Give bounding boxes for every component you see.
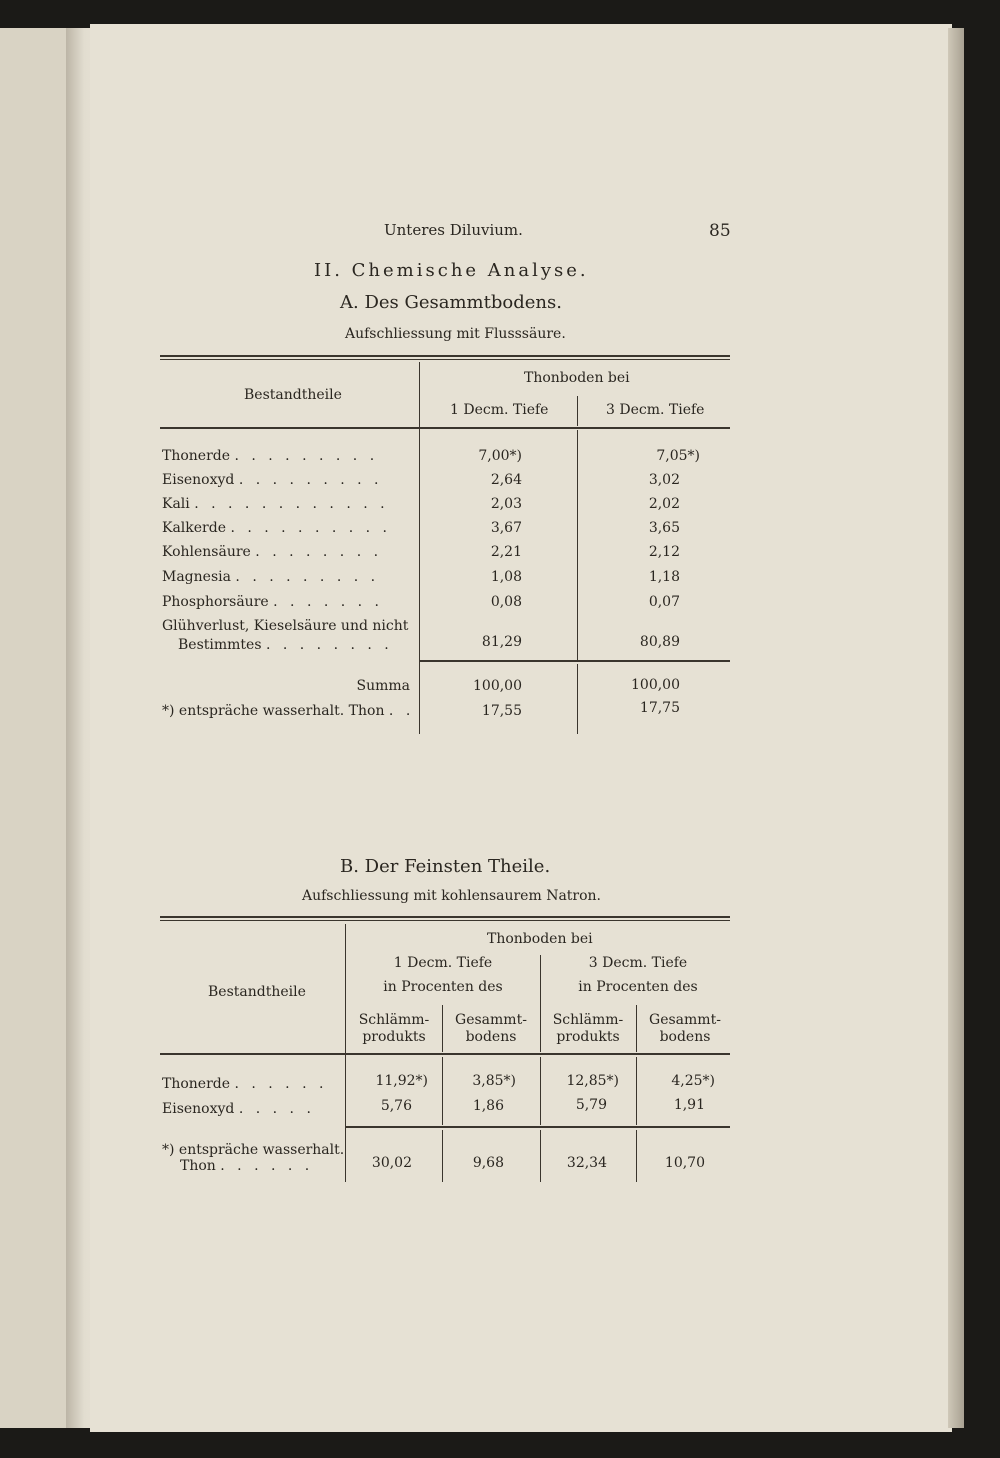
row-label: Eisenoxyd — [162, 1101, 235, 1117]
table-b-footnote-rule — [345, 1126, 730, 1128]
row-label: Phosphorsäure — [162, 594, 269, 610]
table-a-vline-2-body — [577, 430, 578, 660]
leader-dots: . . . . . . . — [273, 594, 383, 610]
table-b-vline-2-body — [540, 1057, 541, 1125]
footnote-label-line1: *) entspräche wasserhalt. — [162, 1142, 345, 1158]
cell-value: 1,18 — [648, 569, 680, 585]
subsection-b-title: B. Der Feinsten Theile. — [340, 856, 551, 877]
left-page-edge — [0, 28, 68, 1428]
table-b-group-2-line1: 3 Decm. Tiefe — [588, 955, 688, 971]
table-a-vline-2-sum — [577, 664, 578, 734]
leader-dots: . . . . . . . . . . — [230, 520, 392, 536]
leader-dots: . . . . . . . . — [255, 544, 383, 560]
cell-value: 9,68 — [472, 1155, 504, 1171]
subsection-a-subtitle: Aufschliessung mit Flusssäure. — [345, 326, 566, 342]
row-label: Kali — [162, 496, 190, 512]
cell-value: 0,07 — [648, 594, 680, 610]
table-b-group-1-line2: in Procenten des — [383, 979, 503, 995]
table-b-group-2-line2: in Procenten des — [578, 979, 698, 995]
cell-value: 17,55 — [481, 703, 522, 719]
table-b-vline-2-head — [540, 955, 541, 1052]
cell-value: 32,34 — [566, 1155, 607, 1171]
leader-dots: . . . . . — [238, 1101, 315, 1117]
cell-value: 4,25*) — [671, 1073, 715, 1089]
row-label: Kohlensäure — [162, 544, 251, 560]
cell-value: 2,21 — [490, 544, 522, 560]
table-b-group-1-line1: 1 Decm. Tiefe — [393, 955, 493, 971]
cell-value: 2,12 — [648, 544, 680, 560]
table-b-vline-sub-1-head — [442, 1005, 443, 1052]
cell-value: 3,02 — [648, 472, 680, 488]
table-b-sub-header-2-line1: Gesammt- — [455, 1012, 527, 1028]
cell-value: 81,29 — [481, 634, 522, 650]
table-b-vline-sub-2-body — [636, 1057, 637, 1125]
running-title: Unteres Diluvium. — [384, 221, 523, 239]
leader-dots: . . . . . . . . . . . . — [194, 496, 389, 512]
table-a-top-rule — [160, 355, 730, 357]
cell-value: 11,92*) — [375, 1073, 428, 1089]
subsection-b-subtitle: Aufschliessung mit kohlensaurem Natron. — [302, 888, 602, 904]
cell-value: 1,91 — [673, 1097, 705, 1113]
table-a-col-1-header: 1 Decm. Tiefe — [450, 402, 549, 418]
table-a-col-2-header: 3 Decm. Tiefe — [606, 402, 705, 418]
cell-value: 5,76 — [380, 1098, 412, 1114]
table-b-top-rule — [160, 916, 730, 918]
cell-value: 17,75 — [639, 700, 680, 716]
cell-value: 1,08 — [490, 569, 522, 585]
leader-dots: . . . . . . . . . — [235, 569, 380, 585]
row-label: Eisenoxyd — [162, 472, 235, 488]
row-label: Magnesia — [162, 569, 231, 585]
cell-value: 2,03 — [490, 496, 522, 512]
footnote-label: *) entspräche wasserhalt. Thon — [162, 703, 385, 719]
cell-value: 0,08 — [490, 594, 522, 610]
table-a-header-rule — [160, 427, 730, 429]
book-gutter — [66, 28, 92, 1428]
table-b-sub-header-4-line2: bodens — [659, 1029, 711, 1045]
cell-value: 5,79 — [575, 1097, 607, 1113]
table-b-vline-2-foot — [540, 1130, 541, 1182]
leader-dots: . . . . . . . . . — [238, 472, 383, 488]
table-b-vline-sub-2-foot — [636, 1130, 637, 1182]
cell-value: 1,86 — [472, 1098, 504, 1114]
row-label: Thonerde — [162, 1076, 231, 1092]
table-b-sub-header-3-line2: produkts — [556, 1029, 620, 1045]
cell-value: 30,02 — [371, 1155, 412, 1171]
cell-value: 3,85*) — [472, 1073, 516, 1089]
leader-dots: . . — [388, 703, 415, 719]
table-a-group-header: Thonboden bei — [524, 370, 630, 386]
cell-value: 100,00 — [631, 677, 680, 693]
page-edge-shadow — [948, 28, 964, 1428]
table-a-sum-rule — [420, 660, 730, 662]
table-b-sub-header-2-line2: bodens — [465, 1029, 517, 1045]
row-label-line1: Glühverlust, Kieselsäure und nicht — [162, 618, 409, 634]
table-b-group-header: Thonboden bei — [487, 931, 593, 947]
table-b-vline-sub-2-head — [636, 1005, 637, 1052]
cell-value: 100,00 — [473, 678, 522, 694]
table-a-vline-1 — [419, 362, 420, 734]
section-title: II. Chemische Analyse. — [314, 260, 589, 281]
leader-dots: . . . . . . . . — [265, 637, 393, 653]
leader-dots: . . . . . . . . . — [234, 448, 379, 464]
leader-dots: . . . . . . — [220, 1158, 314, 1174]
table-a-vline-2-head — [577, 396, 578, 426]
table-b-col-label: Bestandtheile — [208, 984, 306, 1000]
leader-dots: . . . . . . — [234, 1076, 328, 1092]
cell-value: 12,85*) — [566, 1073, 619, 1089]
cell-value: 2,64 — [490, 472, 522, 488]
cell-value: 3,65 — [648, 520, 680, 536]
cell-value: 7,00*) — [478, 448, 522, 464]
row-label-line2: Bestimmtes — [178, 637, 262, 653]
table-b-sub-header-1-line1: Schlämm- — [358, 1012, 430, 1028]
table-b-sub-header-1-line2: produkts — [362, 1029, 426, 1045]
table-a-col-label: Bestandtheile — [244, 387, 342, 403]
table-a-top-rule-2 — [160, 359, 730, 360]
cell-value: 7,05*) — [656, 448, 700, 464]
summa-label: Summa — [356, 678, 410, 694]
cell-value: 10,70 — [664, 1155, 705, 1171]
table-b-vline-1 — [345, 924, 346, 1182]
table-b-vline-sub-1-body — [442, 1057, 443, 1125]
page-number: 85 — [709, 221, 731, 241]
table-b-sub-header-4-line1: Gesammt- — [649, 1012, 721, 1028]
footnote-label-line2: Thon — [180, 1158, 216, 1174]
cell-value: 80,89 — [639, 634, 680, 650]
row-label: Kalkerde — [162, 520, 226, 536]
table-b-sub-header-3-line1: Schlämm- — [552, 1012, 624, 1028]
subsection-a-title: A. Des Gesammtbodens. — [340, 292, 562, 313]
cell-value: 2,02 — [648, 496, 680, 512]
cell-value: 3,67 — [490, 520, 522, 536]
table-b-vline-sub-1-foot — [442, 1130, 443, 1182]
table-b-top-rule-2 — [160, 920, 730, 921]
row-label: Thonerde — [162, 448, 231, 464]
table-b-header-rule — [160, 1053, 730, 1055]
